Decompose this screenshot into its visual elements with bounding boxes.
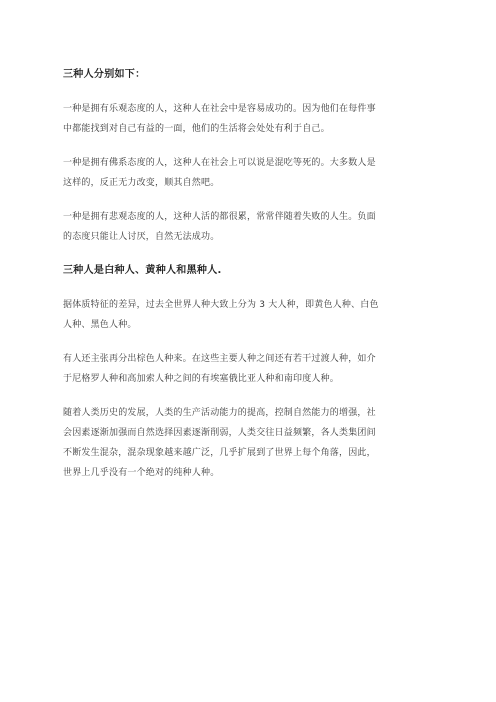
- paragraph-line: 这样的，反正无力改变，顺其自然吧。: [63, 178, 220, 188]
- paragraph-line: 随着人类历史的发展，人类的生产活动能力的提高，控制自然能力的增强，社: [63, 408, 376, 418]
- paragraph-line: 中都能找到对自己有益的一面，他们的生活将会处处有利于自己。: [63, 124, 330, 134]
- paragraph-line: 的态度只能让人讨厌，自然无法成功。: [63, 232, 220, 242]
- paragraph-line: 会因素逐渐加强而自然选择因素逐渐削弱，人类交往日益频繁，各人类集团间: [63, 428, 376, 438]
- paragraph-line: 于尼格罗人种和高加索人种之间的有埃塞俄比亚人种和南印度人种。: [63, 374, 340, 384]
- paragraph-line: 一种是拥有悲观态度的人，这种人活的都很累，常常伴随着失败的人生。负面: [63, 212, 376, 222]
- heading-three-races: 三种人是白种人、黄种人和黑种人.: [63, 265, 222, 276]
- paragraph-line: 人种、黑色人种。: [63, 320, 137, 330]
- paragraph-line: 不断发生混杂，混杂现象越来越广泛，几乎扩展到了世界上每个角落，因此，: [63, 448, 376, 458]
- paragraph-buddhist: [63, 153, 435, 193]
- paragraph-line: 一种是拥有佛系态度的人，这种人在社会上可以说是混吃等死的。大多数人是: [63, 158, 376, 168]
- paragraph-optimistic: [63, 99, 435, 139]
- heading-three-types: 三种人分别如下：: [63, 69, 146, 80]
- paragraph-line: 一种是拥有乐观态度的人，这种人在社会中是容易成功的。因为他们在每件事: [63, 104, 376, 114]
- paragraph-line: 有人还主张再分出棕色人种来。在这些主要人种之间还有若干过渡人种，如介: [63, 354, 376, 364]
- paragraph-transitional-races: [63, 349, 435, 389]
- document-content: [63, 65, 435, 497]
- paragraph-line: 世界上几乎没有一个绝对的纯种人种。: [63, 468, 220, 478]
- paragraph-race-classification: [63, 295, 435, 335]
- paragraph-human-history: [63, 403, 435, 483]
- paragraph-line: 据体质特征的差异，过去全世界人种大致上分为 3 大人种，即黄色人种、白色: [63, 300, 379, 310]
- paragraph-pessimistic: [63, 207, 435, 247]
